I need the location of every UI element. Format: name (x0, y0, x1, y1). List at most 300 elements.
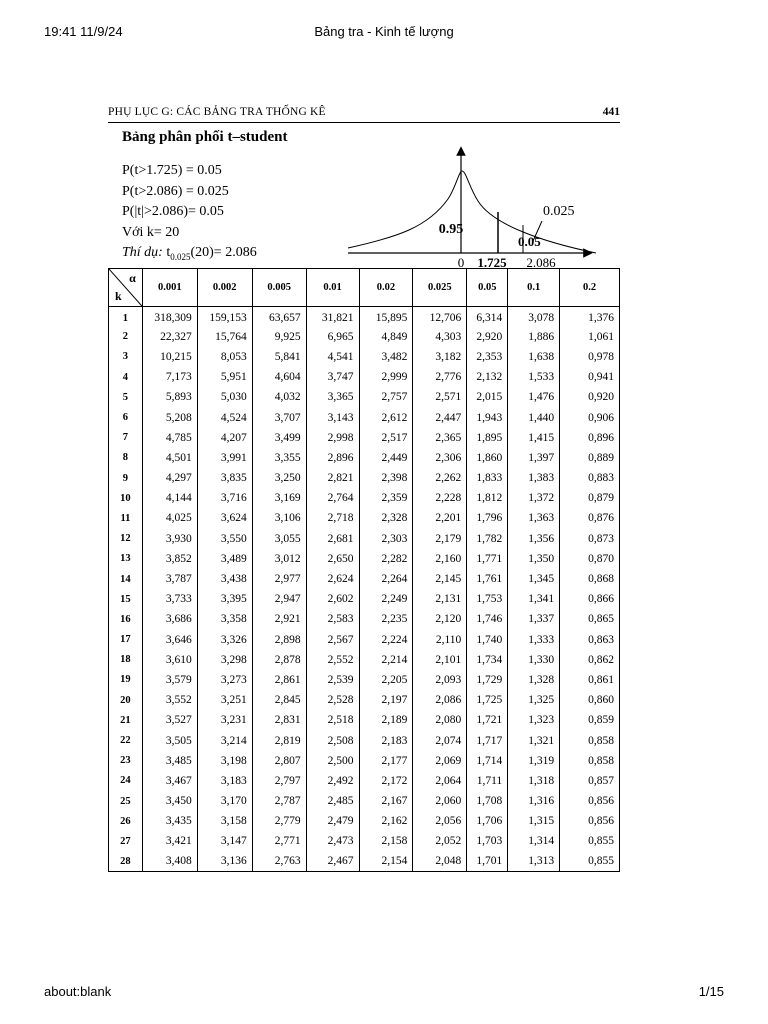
critical-value-cell: 2,228 (413, 488, 467, 508)
alpha-symbol: α (129, 271, 136, 285)
print-datetime: 19:41 11/9/24 (44, 24, 123, 39)
critical-value-cell: 15,764 (197, 327, 252, 347)
critical-value-cell: 4,849 (359, 327, 413, 347)
critical-value-cell: 5,030 (197, 387, 252, 407)
critical-value-cell: 2,224 (359, 630, 413, 650)
critical-value-cell: 3,055 (252, 529, 306, 549)
table-row (109, 327, 620, 347)
critical-value-cell: 1,314 (508, 831, 560, 851)
critical-value-cell: 3,787 (142, 569, 197, 589)
critical-value-cell: 1,703 (467, 831, 508, 851)
table-row (109, 508, 620, 528)
critical-value-cell: 8,053 (197, 347, 252, 367)
alpha-header: 0.02 (359, 269, 413, 307)
critical-value-cell: 2,492 (306, 771, 359, 791)
critical-value-cell: 1,397 (508, 448, 560, 468)
critical-value-cell: 1,796 (467, 508, 508, 528)
axis-label-1725: 1.725 (477, 255, 507, 270)
critical-value-cell: 4,501 (142, 448, 197, 468)
critical-value-cell: 3,527 (142, 710, 197, 730)
table-row (109, 730, 620, 750)
critical-value-cell: 3,686 (142, 609, 197, 629)
critical-value-cell: 2,145 (413, 569, 467, 589)
alpha-header: 0.005 (252, 269, 306, 307)
print-header (0, 24, 768, 44)
table-row (109, 569, 620, 589)
table-row (109, 448, 620, 468)
critical-value-cell: 2,262 (413, 468, 467, 488)
critical-value-cell: 0,866 (560, 589, 620, 609)
alpha-header: 0.01 (306, 269, 359, 307)
df-cell: 10 (109, 488, 143, 508)
critical-value-cell: 4,297 (142, 468, 197, 488)
critical-value-cell: 2,624 (306, 569, 359, 589)
critical-value-cell: 4,025 (142, 508, 197, 528)
critical-value-cell: 2,365 (413, 428, 467, 448)
critical-value-cell: 4,032 (252, 387, 306, 407)
critical-value-cell: 5,208 (142, 407, 197, 427)
appendix-title: PHỤ LỤC G: CÁC BẢNG TRA THỐNG KÊ (108, 106, 326, 118)
table-row (109, 670, 620, 690)
alpha-header: 0.2 (560, 269, 620, 307)
critical-value-cell: 2,776 (413, 367, 467, 387)
table-row (109, 852, 620, 872)
table-row (109, 650, 620, 670)
critical-value-cell: 4,524 (197, 407, 252, 427)
critical-value-cell: 2,467 (306, 852, 359, 872)
tail-area-label-upper: 0.025 (543, 204, 575, 219)
example-t: t (166, 245, 171, 261)
critical-value-cell: 0,865 (560, 609, 620, 629)
critical-value-cell: 1,833 (467, 468, 508, 488)
critical-value-cell: 2,920 (467, 327, 508, 347)
df-cell: 25 (109, 791, 143, 811)
alpha-header: 0.05 (467, 269, 508, 307)
critical-value-cell: 1,533 (508, 367, 560, 387)
critical-value-cell: 2,977 (252, 569, 306, 589)
critical-value-cell: 2,235 (359, 609, 413, 629)
critical-value-cell: 2,086 (413, 690, 467, 710)
critical-value-cell: 3,550 (197, 529, 252, 549)
critical-value-cell: 1,706 (467, 811, 508, 831)
critical-value-cell: 4,541 (306, 347, 359, 367)
tail-area-label-mid: 0.05 (518, 234, 541, 249)
critical-value-cell: 3,182 (413, 347, 467, 367)
critical-value-cell: 1,771 (467, 549, 508, 569)
critical-value-cell: 3,273 (197, 670, 252, 690)
table-row (109, 771, 620, 791)
table-header (109, 269, 620, 307)
critical-value-cell: 2,517 (359, 428, 413, 448)
critical-value-cell: 1,638 (508, 347, 560, 367)
critical-value-cell: 1,708 (467, 791, 508, 811)
critical-value-cell: 2,508 (306, 730, 359, 750)
critical-value-cell: 1,061 (560, 327, 620, 347)
critical-value-cell: 0,906 (560, 407, 620, 427)
critical-value-cell: 2,052 (413, 831, 467, 851)
critical-value-cell: 2,787 (252, 791, 306, 811)
critical-value-cell: 2,131 (413, 589, 467, 609)
critical-value-cell: 2,201 (413, 508, 467, 528)
df-cell: 9 (109, 468, 143, 488)
critical-value-cell: 0,856 (560, 791, 620, 811)
critical-value-cell: 2,845 (252, 690, 306, 710)
critical-value-cell: 4,144 (142, 488, 197, 508)
critical-value-cell: 1,746 (467, 609, 508, 629)
critical-value-cell: 0,889 (560, 448, 620, 468)
critical-value-cell: 1,313 (508, 852, 560, 872)
critical-value-cell: 3,198 (197, 751, 252, 771)
critical-value-cell: 2,500 (306, 751, 359, 771)
alpha-header: 0.025 (413, 269, 467, 307)
critical-value-cell: 2,048 (413, 852, 467, 872)
critical-value-cell: 3,170 (197, 791, 252, 811)
critical-value-cell: 6,314 (467, 307, 508, 327)
critical-value-cell: 1,886 (508, 327, 560, 347)
critical-value-cell: 2,205 (359, 670, 413, 690)
critical-value-cell: 0,858 (560, 751, 620, 771)
critical-value-cell: 3,716 (197, 488, 252, 508)
critical-value-cell: 0,873 (560, 529, 620, 549)
critical-value-cell: 0,870 (560, 549, 620, 569)
critical-value-cell: 3,852 (142, 549, 197, 569)
critical-value-cell: 1,711 (467, 771, 508, 791)
critical-value-cell: 1,415 (508, 428, 560, 448)
df-cell: 4 (109, 367, 143, 387)
critical-value-cell: 3,143 (306, 407, 359, 427)
critical-value-cell: 2,282 (359, 549, 413, 569)
critical-value-cell: 2,249 (359, 589, 413, 609)
alpha-header: 0.002 (197, 269, 252, 307)
critical-value-cell: 3,250 (252, 468, 306, 488)
critical-value-cell: 2,154 (359, 852, 413, 872)
critical-value-cell: 0,876 (560, 508, 620, 528)
critical-value-cell: 1,440 (508, 407, 560, 427)
critical-value-cell: 1,321 (508, 730, 560, 750)
critical-value-cell: 2,763 (252, 852, 306, 872)
critical-value-cell: 0,855 (560, 831, 620, 851)
critical-value-cell: 3,552 (142, 690, 197, 710)
critical-value-cell: 2,757 (359, 387, 413, 407)
example-line-3: P(|t|>2.086)= 0.05 (122, 204, 224, 220)
critical-value-cell: 15,895 (359, 307, 413, 327)
table-row (109, 387, 620, 407)
critical-value-cell: 3,435 (142, 811, 197, 831)
table-row (109, 529, 620, 549)
critical-value-cell: 3,421 (142, 831, 197, 851)
critical-value-cell: 2,264 (359, 569, 413, 589)
critical-value-cell: 2,449 (359, 448, 413, 468)
critical-value-cell: 2,197 (359, 690, 413, 710)
critical-value-cell: 0,862 (560, 650, 620, 670)
critical-value-cell: 159,153 (197, 307, 252, 327)
critical-value-cell: 2,158 (359, 831, 413, 851)
page-counter: 1/15 (698, 984, 724, 999)
critical-value-cell: 1,895 (467, 428, 508, 448)
t-distribution-diagram (338, 129, 620, 270)
critical-value-cell: 1,714 (467, 751, 508, 771)
critical-value-cell: 3,365 (306, 387, 359, 407)
critical-value-cell: 2,998 (306, 428, 359, 448)
critical-value-cell: 3,930 (142, 529, 197, 549)
critical-value-cell: 10,215 (142, 347, 197, 367)
critical-value-cell: 63,657 (252, 307, 306, 327)
critical-value-cell: 3,610 (142, 650, 197, 670)
df-cell: 13 (109, 549, 143, 569)
critical-value-cell: 2,861 (252, 670, 306, 690)
critical-value-cell: 0,858 (560, 730, 620, 750)
critical-value-cell: 3,991 (197, 448, 252, 468)
table-row (109, 589, 620, 609)
critical-value-cell: 2,797 (252, 771, 306, 791)
alpha-header: 0.1 (508, 269, 560, 307)
table-intro (108, 123, 620, 268)
critical-value-cell: 3,355 (252, 448, 306, 468)
critical-value-cell: 4,207 (197, 428, 252, 448)
critical-value-cell: 3,624 (197, 508, 252, 528)
critical-value-cell: 0,883 (560, 468, 620, 488)
critical-value-cell: 1,812 (467, 488, 508, 508)
df-cell: 20 (109, 690, 143, 710)
critical-value-cell: 3,326 (197, 630, 252, 650)
critical-value-cell: 3,147 (197, 831, 252, 851)
critical-value-cell: 2,479 (306, 811, 359, 831)
df-cell: 23 (109, 751, 143, 771)
example-label: Thí dụ: (122, 245, 163, 261)
table-row (109, 630, 620, 650)
critical-value-cell: 0,978 (560, 347, 620, 367)
critical-value-cell: 4,303 (413, 327, 467, 347)
critical-value-cell: 1,325 (508, 690, 560, 710)
critical-value-cell: 2,921 (252, 609, 306, 629)
table-row (109, 791, 620, 811)
critical-value-cell: 2,398 (359, 468, 413, 488)
critical-value-cell: 1,476 (508, 387, 560, 407)
critical-value-cell: 2,303 (359, 529, 413, 549)
critical-value-cell: 3,438 (197, 569, 252, 589)
critical-value-cell: 2,819 (252, 730, 306, 750)
df-cell: 22 (109, 730, 143, 750)
critical-value-cell: 1,316 (508, 791, 560, 811)
critical-value-cell: 1,740 (467, 630, 508, 650)
critical-value-cell: 0,863 (560, 630, 620, 650)
critical-value-cell: 6,965 (306, 327, 359, 347)
document-page (108, 104, 620, 872)
critical-value-cell: 2,896 (306, 448, 359, 468)
critical-value-cell: 2,528 (306, 690, 359, 710)
df-cell: 19 (109, 670, 143, 690)
critical-value-cell: 2,177 (359, 751, 413, 771)
critical-value-cell: 2,179 (413, 529, 467, 549)
critical-value-cell: 3,395 (197, 589, 252, 609)
document-title: Bảng tra - Kinh tế lượng (314, 24, 454, 39)
critical-value-cell: 1,943 (467, 407, 508, 427)
critical-value-cell: 1,721 (467, 710, 508, 730)
critical-value-cell: 2,999 (359, 367, 413, 387)
critical-value-cell: 5,893 (142, 387, 197, 407)
running-head (108, 104, 620, 123)
df-cell: 8 (109, 448, 143, 468)
table-row (109, 307, 620, 327)
table-body (109, 307, 620, 872)
critical-value-cell: 2,328 (359, 508, 413, 528)
df-cell: 16 (109, 609, 143, 629)
critical-value-cell: 3,482 (359, 347, 413, 367)
axis-label-zero: 0 (457, 255, 465, 270)
critical-value-cell: 2,060 (413, 791, 467, 811)
print-footer (0, 984, 768, 1004)
axis-label-2086: 2.086 (526, 255, 556, 270)
critical-value-cell: 1,356 (508, 529, 560, 549)
df-cell: 1 (109, 307, 143, 327)
critical-value-cell: 2,947 (252, 589, 306, 609)
critical-value-cell: 1,363 (508, 508, 560, 528)
diagonal-line (109, 269, 142, 306)
critical-value-cell: 1,701 (467, 852, 508, 872)
page-number: 441 (602, 106, 620, 118)
critical-value-cell: 2,183 (359, 730, 413, 750)
critical-value-cell: 3,499 (252, 428, 306, 448)
critical-value-cell: 3,358 (197, 609, 252, 629)
page-url: about:blank (44, 984, 112, 999)
critical-value-cell: 3,579 (142, 670, 197, 690)
critical-value-cell: 2,878 (252, 650, 306, 670)
critical-value-cell: 1,860 (467, 448, 508, 468)
critical-value-cell: 2,650 (306, 549, 359, 569)
critical-value-cell: 1,345 (508, 569, 560, 589)
df-cell: 14 (109, 569, 143, 589)
critical-value-cell: 2,353 (467, 347, 508, 367)
df-cell: 17 (109, 630, 143, 650)
critical-value-cell: 3,169 (252, 488, 306, 508)
table-title: Bảng phân phối t–student (122, 129, 288, 145)
critical-value-cell: 2,110 (413, 630, 467, 650)
example-result: (20)= 2.086 (190, 245, 257, 261)
critical-value-cell: 2,162 (359, 811, 413, 831)
critical-value-cell: 7,173 (142, 367, 197, 387)
critical-value-cell: 1,729 (467, 670, 508, 690)
example-line-4: Với k= 20 (122, 224, 180, 240)
critical-value-cell: 3,106 (252, 508, 306, 528)
critical-value-cell: 1,383 (508, 468, 560, 488)
corner-cell (109, 269, 143, 307)
critical-value-cell: 2,214 (359, 650, 413, 670)
critical-value-cell: 3,505 (142, 730, 197, 750)
critical-value-cell: 1,330 (508, 650, 560, 670)
table-row (109, 609, 620, 629)
critical-value-cell: 1,319 (508, 751, 560, 771)
critical-value-cell: 2,015 (467, 387, 508, 407)
critical-value-cell: 0,855 (560, 852, 620, 872)
critical-value-cell: 1,734 (467, 650, 508, 670)
example-subscript: 0.025 (170, 252, 191, 263)
center-area-label: 0.95 (438, 222, 464, 237)
critical-value-cell: 1,376 (560, 307, 620, 327)
critical-value-cell: 2,718 (306, 508, 359, 528)
df-cell: 11 (109, 508, 143, 528)
critical-value-cell: 0,896 (560, 428, 620, 448)
critical-value-cell: 0,941 (560, 367, 620, 387)
critical-value-cell: 2,771 (252, 831, 306, 851)
critical-value-cell: 0,859 (560, 710, 620, 730)
table-row (109, 407, 620, 427)
critical-value-cell: 2,120 (413, 609, 467, 629)
df-cell: 5 (109, 387, 143, 407)
critical-value-cell: 2,567 (306, 630, 359, 650)
critical-value-cell: 1,323 (508, 710, 560, 730)
critical-value-cell: 3,158 (197, 811, 252, 831)
critical-value-cell: 2,074 (413, 730, 467, 750)
critical-value-cell: 1,328 (508, 670, 560, 690)
critical-value-cell: 1,717 (467, 730, 508, 750)
critical-value-cell: 2,160 (413, 549, 467, 569)
critical-value-cell: 22,327 (142, 327, 197, 347)
critical-value-cell: 5,951 (197, 367, 252, 387)
critical-value-cell: 3,078 (508, 307, 560, 327)
critical-value-cell: 2,831 (252, 710, 306, 730)
df-cell: 6 (109, 407, 143, 427)
table-row (109, 347, 620, 367)
critical-value-cell: 2,552 (306, 650, 359, 670)
critical-value-cell: 0,879 (560, 488, 620, 508)
critical-value-cell: 2,172 (359, 771, 413, 791)
critical-value-cell: 318,309 (142, 307, 197, 327)
critical-value-cell: 1,318 (508, 771, 560, 791)
critical-value-cell: 3,467 (142, 771, 197, 791)
critical-value-cell: 3,835 (197, 468, 252, 488)
critical-value-cell: 2,306 (413, 448, 467, 468)
table-row (109, 690, 620, 710)
critical-value-cell: 2,571 (413, 387, 467, 407)
critical-value-cell: 2,681 (306, 529, 359, 549)
critical-value-cell: 2,612 (359, 407, 413, 427)
critical-value-cell: 3,298 (197, 650, 252, 670)
example-line-1: P(t>1.725) = 0.05 (122, 163, 222, 178)
critical-value-cell: 1,725 (467, 690, 508, 710)
critical-value-cell: 3,183 (197, 771, 252, 791)
critical-value-cell: 3,231 (197, 710, 252, 730)
critical-value-cell: 3,251 (197, 690, 252, 710)
df-cell: 27 (109, 831, 143, 851)
critical-value-cell: 2,093 (413, 670, 467, 690)
table-row (109, 367, 620, 387)
critical-value-cell: 2,602 (306, 589, 359, 609)
critical-value-cell: 0,860 (560, 690, 620, 710)
df-cell: 12 (109, 529, 143, 549)
critical-value-cell: 1,337 (508, 609, 560, 629)
alpha-header: 0.001 (142, 269, 197, 307)
critical-value-cell: 2,056 (413, 811, 467, 831)
critical-value-cell: 0,861 (560, 670, 620, 690)
df-cell: 28 (109, 852, 143, 872)
example-line-2: P(t>2.086) = 0.025 (122, 183, 229, 199)
critical-value-cell: 3,707 (252, 407, 306, 427)
critical-value-cell: 2,807 (252, 751, 306, 771)
critical-value-cell: 2,064 (413, 771, 467, 791)
table-row (109, 710, 620, 730)
table-row (109, 549, 620, 569)
df-cell: 21 (109, 710, 143, 730)
critical-value-cell: 0,868 (560, 569, 620, 589)
table-row (109, 468, 620, 488)
critical-value-cell: 9,925 (252, 327, 306, 347)
critical-value-cell: 12,706 (413, 307, 467, 327)
critical-value-cell: 2,473 (306, 831, 359, 851)
example-line-5 (122, 243, 257, 267)
df-cell: 7 (109, 428, 143, 448)
df-cell: 18 (109, 650, 143, 670)
table-row (109, 831, 620, 851)
